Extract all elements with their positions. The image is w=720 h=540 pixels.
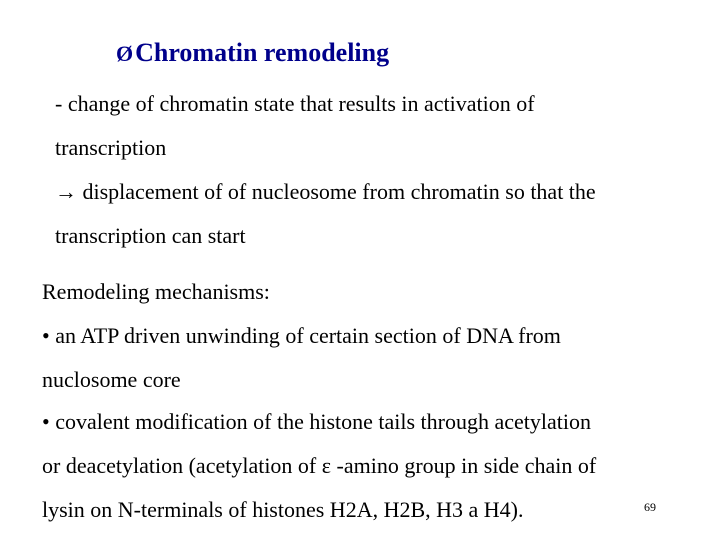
page-number: 69 [644,500,656,514]
title-bullet-icon: Ø [116,41,134,66]
slide-title-text: Chromatin remodeling [135,38,390,67]
slide-title [116,38,389,68]
definition-line-2: transcription [55,135,167,160]
mechanisms-heading: Remodeling mechanisms: [42,279,270,304]
definition-line-3: → displacement of of nucleosome from chromatin so that the [55,179,596,204]
mechanism-line-5: lysin on N-terminals of histones H2A, H2B, H3 a H4). [42,497,524,522]
mechanism-line-4: or deacetylation (acetylation of ε -amino group in side chain of [42,453,597,478]
definition-line-1: - change of chromatin state that results in activation of [55,91,535,116]
mechanism-line-1: • an ATP driven unwinding of certain section of DNA from [42,323,561,348]
mechanism-line-3: • covalent modification of the histone tails through acetylation [42,409,592,434]
mechanism-line-2: nuclosome core [42,367,181,392]
definition-line-4: transcription can start [55,223,246,248]
